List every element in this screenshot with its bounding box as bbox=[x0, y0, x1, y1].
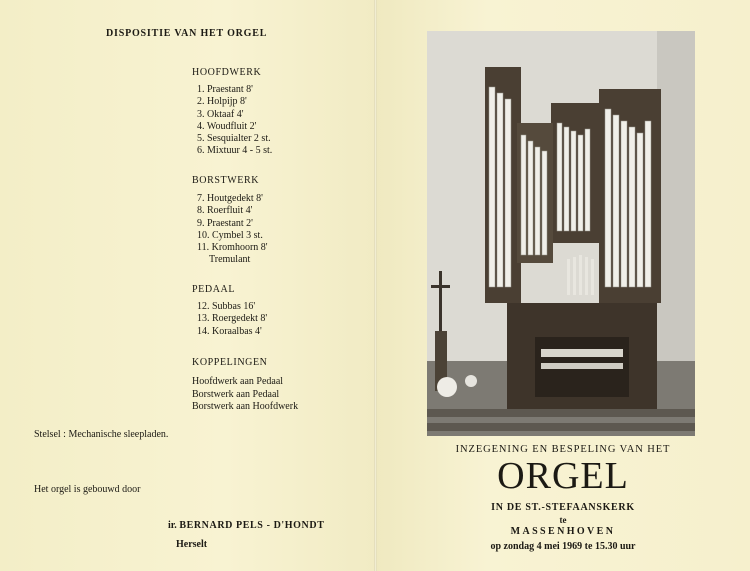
coupler-item: Borstwerk aan Pedaal bbox=[192, 388, 280, 400]
stop-item: 2. Holpijp 8' bbox=[197, 96, 247, 108]
stop-item: 5. Sesquialter 2 st. bbox=[197, 133, 271, 145]
event-date: op zondag 4 mei 1969 te 15.30 uur bbox=[490, 541, 636, 552]
stop-item: 12. Subbas 16' bbox=[197, 301, 256, 312]
stop-list-pedaal bbox=[197, 301, 267, 338]
stop-item: 7. Houtgedekt 8' bbox=[197, 193, 263, 204]
coupler-item: Hoofdwerk aan Pedaal bbox=[192, 376, 284, 387]
stop-item: 13. Roergedekt 8' bbox=[197, 313, 268, 325]
builder-line bbox=[168, 520, 324, 531]
builder-prefix: ir. bbox=[168, 520, 177, 531]
stop-item: 9. Praestant 2' bbox=[197, 217, 253, 229]
stop-list-hoofdwerk bbox=[197, 84, 272, 158]
stop-item: 14. Koraalbas 4' bbox=[197, 325, 262, 337]
builder-place: Herselt bbox=[176, 539, 208, 550]
section-heading-koppelingen: KOPPELINGEN bbox=[192, 357, 268, 368]
built-by-text: Het orgel is gebouwd door bbox=[34, 484, 141, 495]
section-heading-pedaal: PEDAAL bbox=[192, 284, 236, 295]
stop-item: 3. Oktaaf 4' bbox=[197, 108, 244, 120]
inauguration-line: INZEGENING EN BESPELING VAN HET bbox=[455, 444, 671, 455]
stop-item: 6. Mixtuur 4 - 5 st. bbox=[197, 145, 273, 157]
disposition-title: DISPOSITIE VAN HET ORGEL bbox=[106, 28, 268, 39]
section-heading-borstwerk: BORSTWERK bbox=[192, 175, 260, 186]
section-heading-hoofdwerk: HOOFDWERK bbox=[192, 67, 262, 78]
stop-item: 1. Praestant 8' bbox=[197, 84, 253, 95]
stop-list-borstwerk bbox=[197, 193, 268, 267]
stop-item: Tremulant bbox=[209, 254, 251, 266]
church-line: IN DE ST.-STEFAANSKERK bbox=[491, 502, 635, 513]
organ-photo bbox=[427, 31, 695, 436]
action-system-text: Stelsel : Mechanische sleepladen. bbox=[34, 429, 169, 440]
builder-name: BERNARD PELS - D'HONDT bbox=[179, 520, 325, 531]
coupler-list bbox=[192, 376, 298, 414]
main-title: ORGEL bbox=[497, 455, 629, 497]
te-word: te bbox=[559, 515, 567, 525]
town-name: MASSENHOVEN bbox=[510, 526, 616, 537]
stop-item: 11. Kromhoorn 8' bbox=[197, 242, 268, 254]
stop-item: 4. Woudfluit 2' bbox=[197, 120, 257, 132]
stop-item: 10. Cymbel 3 st. bbox=[197, 229, 263, 241]
stop-item: 8. Roerfluit 4' bbox=[197, 205, 253, 217]
coupler-item: Borstwerk aan Hoofdwerk bbox=[192, 401, 299, 412]
